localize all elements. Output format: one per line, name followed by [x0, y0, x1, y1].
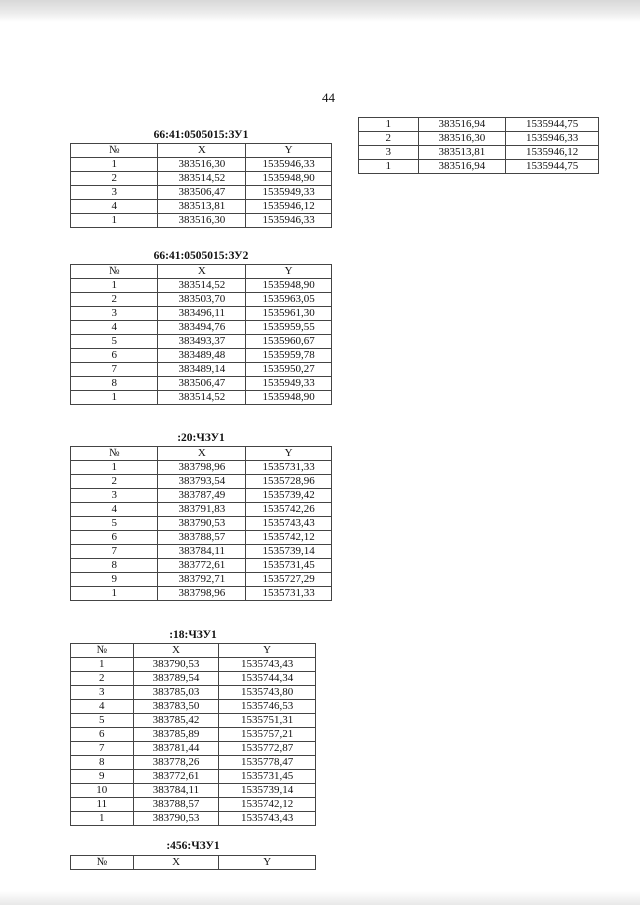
x-coordinate-cell: 383792,71 — [158, 573, 246, 587]
table-row — [71, 214, 332, 228]
y-coordinate-cell: 1535963,05 — [246, 293, 332, 307]
y-coordinate-cell: 1535742,12 — [219, 798, 316, 812]
table-row — [359, 146, 599, 160]
point-number-cell: 4 — [71, 700, 134, 714]
header-no: № — [71, 144, 158, 158]
point-number-cell: 1 — [359, 160, 419, 174]
x-coordinate-cell: 383772,61 — [158, 559, 246, 573]
y-coordinate-cell: 1535727,29 — [246, 573, 332, 587]
table-row — [71, 475, 332, 489]
table-row — [71, 172, 332, 186]
point-number-cell: 1 — [359, 118, 419, 132]
table-row — [71, 461, 332, 475]
y-coordinate-cell: 1535757,21 — [219, 728, 316, 742]
x-coordinate-cell: 383513,81 — [158, 200, 246, 214]
table-row — [71, 363, 332, 377]
y-coordinate-cell: 1535948,90 — [246, 172, 332, 186]
table-row — [71, 686, 316, 700]
table-row — [71, 545, 332, 559]
table-row — [71, 573, 332, 587]
table-row — [71, 517, 332, 531]
point-number-cell: 3 — [71, 307, 158, 321]
x-coordinate-cell: 383793,54 — [158, 475, 246, 489]
y-coordinate-cell: 1535772,87 — [219, 742, 316, 756]
y-coordinate-cell: 1535948,90 — [246, 391, 332, 405]
x-coordinate-cell: 383790,53 — [133, 658, 219, 672]
y-coordinate-cell: 1535946,12 — [506, 146, 599, 160]
header-no: № — [71, 265, 158, 279]
point-number-cell: 1 — [71, 391, 158, 405]
table-row — [71, 200, 332, 214]
point-number-cell: 5 — [71, 335, 158, 349]
x-coordinate-cell: 383493,37 — [158, 335, 246, 349]
point-number-cell: 1 — [71, 658, 134, 672]
table-title-zu2: 66:41:0505015:ЗУ2 — [153, 250, 249, 262]
header-no: № — [71, 856, 134, 870]
x-coordinate-cell: 383798,96 — [158, 587, 246, 601]
point-number-cell: 3 — [71, 686, 134, 700]
table-title-18-chzu1: :18:ЧЗУ1 — [169, 629, 217, 641]
table-row — [71, 770, 316, 784]
table-row — [71, 672, 316, 686]
x-coordinate-cell: 383772,61 — [133, 770, 219, 784]
table-row — [71, 559, 332, 573]
x-coordinate-cell: 383789,54 — [133, 672, 219, 686]
table-row — [71, 503, 332, 517]
table-row — [71, 186, 332, 200]
point-number-cell: 11 — [71, 798, 134, 812]
header-x: X — [133, 644, 219, 658]
table-title-zu1: 66:41:0505015:ЗУ1 — [153, 129, 249, 141]
x-coordinate-cell: 383778,26 — [133, 756, 219, 770]
table-row — [71, 798, 316, 812]
x-coordinate-cell: 383514,52 — [158, 172, 246, 186]
point-number-cell: 5 — [71, 714, 134, 728]
point-number-cell: 2 — [71, 172, 158, 186]
x-coordinate-cell: 383788,57 — [133, 798, 219, 812]
table-row — [71, 728, 316, 742]
header-y: Y — [246, 265, 332, 279]
point-number-cell: 2 — [71, 293, 158, 307]
coordinates-table-zu2 — [70, 264, 332, 405]
x-coordinate-cell: 383489,14 — [158, 363, 246, 377]
point-number-cell: 9 — [71, 770, 134, 784]
y-coordinate-cell: 1535946,12 — [246, 200, 332, 214]
point-number-cell: 1 — [71, 461, 158, 475]
point-number-cell: 9 — [71, 573, 158, 587]
point-number-cell: 7 — [71, 742, 134, 756]
x-coordinate-cell: 383785,03 — [133, 686, 219, 700]
y-coordinate-cell: 1535744,34 — [219, 672, 316, 686]
y-coordinate-cell: 1535959,55 — [246, 321, 332, 335]
x-coordinate-cell: 383516,30 — [158, 214, 246, 228]
page-number: 44 — [322, 90, 335, 105]
y-coordinate-cell: 1535946,33 — [246, 214, 332, 228]
x-coordinate-cell: 383514,52 — [158, 279, 246, 293]
x-coordinate-cell: 383783,50 — [133, 700, 219, 714]
y-coordinate-cell: 1535743,43 — [219, 658, 316, 672]
header-no: № — [71, 644, 134, 658]
point-number-cell: 1 — [71, 279, 158, 293]
y-coordinate-cell: 1535742,12 — [246, 531, 332, 545]
y-coordinate-cell: 1535960,67 — [246, 335, 332, 349]
table-row — [71, 335, 332, 349]
header-x: X — [158, 265, 246, 279]
point-number-cell: 4 — [71, 503, 158, 517]
scan-top-shadow — [0, 0, 640, 22]
x-coordinate-cell: 383785,42 — [133, 714, 219, 728]
table-row — [71, 293, 332, 307]
y-coordinate-cell: 1535743,43 — [246, 517, 332, 531]
y-coordinate-cell: 1535959,78 — [246, 349, 332, 363]
point-number-cell: 3 — [359, 146, 419, 160]
y-coordinate-cell: 1535751,31 — [219, 714, 316, 728]
table-row — [71, 531, 332, 545]
header-y: Y — [246, 144, 332, 158]
y-coordinate-cell: 1535949,33 — [246, 186, 332, 200]
table-row — [71, 158, 332, 172]
table-row — [71, 279, 332, 293]
table-row — [71, 391, 332, 405]
x-coordinate-cell: 383784,11 — [158, 545, 246, 559]
point-number-cell: 4 — [71, 200, 158, 214]
y-coordinate-cell: 1535728,96 — [246, 475, 332, 489]
header-y: Y — [219, 856, 316, 870]
y-coordinate-cell: 1535739,14 — [246, 545, 332, 559]
x-coordinate-cell: 383506,47 — [158, 377, 246, 391]
table-row — [71, 587, 332, 601]
x-coordinate-cell: 383494,76 — [158, 321, 246, 335]
table-row — [71, 377, 332, 391]
x-coordinate-cell: 383787,49 — [158, 489, 246, 503]
point-number-cell: 1 — [71, 158, 158, 172]
header-y: Y — [219, 644, 316, 658]
y-coordinate-cell: 1535949,33 — [246, 377, 332, 391]
x-coordinate-cell: 383516,94 — [418, 118, 506, 132]
y-coordinate-cell: 1535944,75 — [506, 118, 599, 132]
point-number-cell: 10 — [71, 784, 134, 798]
y-coordinate-cell: 1535731,33 — [246, 587, 332, 601]
y-coordinate-cell: 1535948,90 — [246, 279, 332, 293]
x-coordinate-cell: 383516,30 — [158, 158, 246, 172]
x-coordinate-cell: 383489,48 — [158, 349, 246, 363]
y-coordinate-cell: 1535731,45 — [219, 770, 316, 784]
x-coordinate-cell: 383785,89 — [133, 728, 219, 742]
table-row — [71, 307, 332, 321]
header-y: Y — [246, 447, 332, 461]
x-coordinate-cell: 383798,96 — [158, 461, 246, 475]
x-coordinate-cell: 383514,52 — [158, 391, 246, 405]
y-coordinate-cell: 1535739,42 — [246, 489, 332, 503]
y-coordinate-cell: 1535946,33 — [246, 158, 332, 172]
point-number-cell: 7 — [71, 363, 158, 377]
coordinates-table-18-chzu1 — [70, 643, 316, 826]
table-row — [71, 784, 316, 798]
coordinates-table-456-chzu1 — [70, 855, 316, 870]
point-number-cell: 1 — [71, 214, 158, 228]
table-row — [71, 742, 316, 756]
y-coordinate-cell: 1535746,53 — [219, 700, 316, 714]
y-coordinate-cell: 1535731,45 — [246, 559, 332, 573]
y-coordinate-cell: 1535778,47 — [219, 756, 316, 770]
header-x: X — [133, 856, 219, 870]
table-row — [359, 160, 599, 174]
table-row — [71, 700, 316, 714]
point-number-cell: 4 — [71, 321, 158, 335]
y-coordinate-cell: 1535743,80 — [219, 686, 316, 700]
table-row — [359, 132, 599, 146]
header-no: № — [71, 447, 158, 461]
point-number-cell: 2 — [359, 132, 419, 146]
point-number-cell: 1 — [71, 587, 158, 601]
point-number-cell: 8 — [71, 377, 158, 391]
x-coordinate-cell: 383791,83 — [158, 503, 246, 517]
x-coordinate-cell: 383781,44 — [133, 742, 219, 756]
coordinates-table-top-right — [358, 117, 599, 174]
x-coordinate-cell: 383788,57 — [158, 531, 246, 545]
table-row — [359, 118, 599, 132]
y-coordinate-cell: 1535743,43 — [219, 812, 316, 826]
y-coordinate-cell: 1535944,75 — [506, 160, 599, 174]
y-coordinate-cell: 1535731,33 — [246, 461, 332, 475]
point-number-cell: 6 — [71, 531, 158, 545]
y-coordinate-cell: 1535961,30 — [246, 307, 332, 321]
point-number-cell: 2 — [71, 672, 134, 686]
table-row — [71, 756, 316, 770]
table-row — [71, 812, 316, 826]
point-number-cell: 6 — [71, 728, 134, 742]
table-row — [71, 658, 316, 672]
table-row — [71, 489, 332, 503]
x-coordinate-cell: 383503,70 — [158, 293, 246, 307]
table-row — [71, 321, 332, 335]
point-number-cell: 1 — [71, 812, 134, 826]
table-title-456-chzu1: :456:ЧЗУ1 — [166, 840, 220, 852]
x-coordinate-cell: 383513,81 — [418, 146, 506, 160]
x-coordinate-cell: 383516,30 — [418, 132, 506, 146]
x-coordinate-cell: 383516,94 — [418, 160, 506, 174]
point-number-cell: 5 — [71, 517, 158, 531]
table-row — [71, 714, 316, 728]
y-coordinate-cell: 1535946,33 — [506, 132, 599, 146]
point-number-cell: 3 — [71, 489, 158, 503]
coordinates-table-zu1 — [70, 143, 332, 228]
point-number-cell: 6 — [71, 349, 158, 363]
header-x: X — [158, 144, 246, 158]
point-number-cell: 8 — [71, 756, 134, 770]
x-coordinate-cell: 383790,53 — [158, 517, 246, 531]
x-coordinate-cell: 383496,11 — [158, 307, 246, 321]
y-coordinate-cell: 1535742,26 — [246, 503, 332, 517]
coordinates-table-20-chzu1 — [70, 446, 332, 601]
x-coordinate-cell: 383784,11 — [133, 784, 219, 798]
point-number-cell: 2 — [71, 475, 158, 489]
x-coordinate-cell: 383790,53 — [133, 812, 219, 826]
y-coordinate-cell: 1535739,14 — [219, 784, 316, 798]
table-row — [71, 349, 332, 363]
table-title-20-chzu1: :20:ЧЗУ1 — [177, 432, 225, 444]
x-coordinate-cell: 383506,47 — [158, 186, 246, 200]
y-coordinate-cell: 1535950,27 — [246, 363, 332, 377]
point-number-cell: 7 — [71, 545, 158, 559]
scan-bottom-shadow — [0, 891, 640, 905]
point-number-cell: 3 — [71, 186, 158, 200]
header-x: X — [158, 447, 246, 461]
point-number-cell: 8 — [71, 559, 158, 573]
